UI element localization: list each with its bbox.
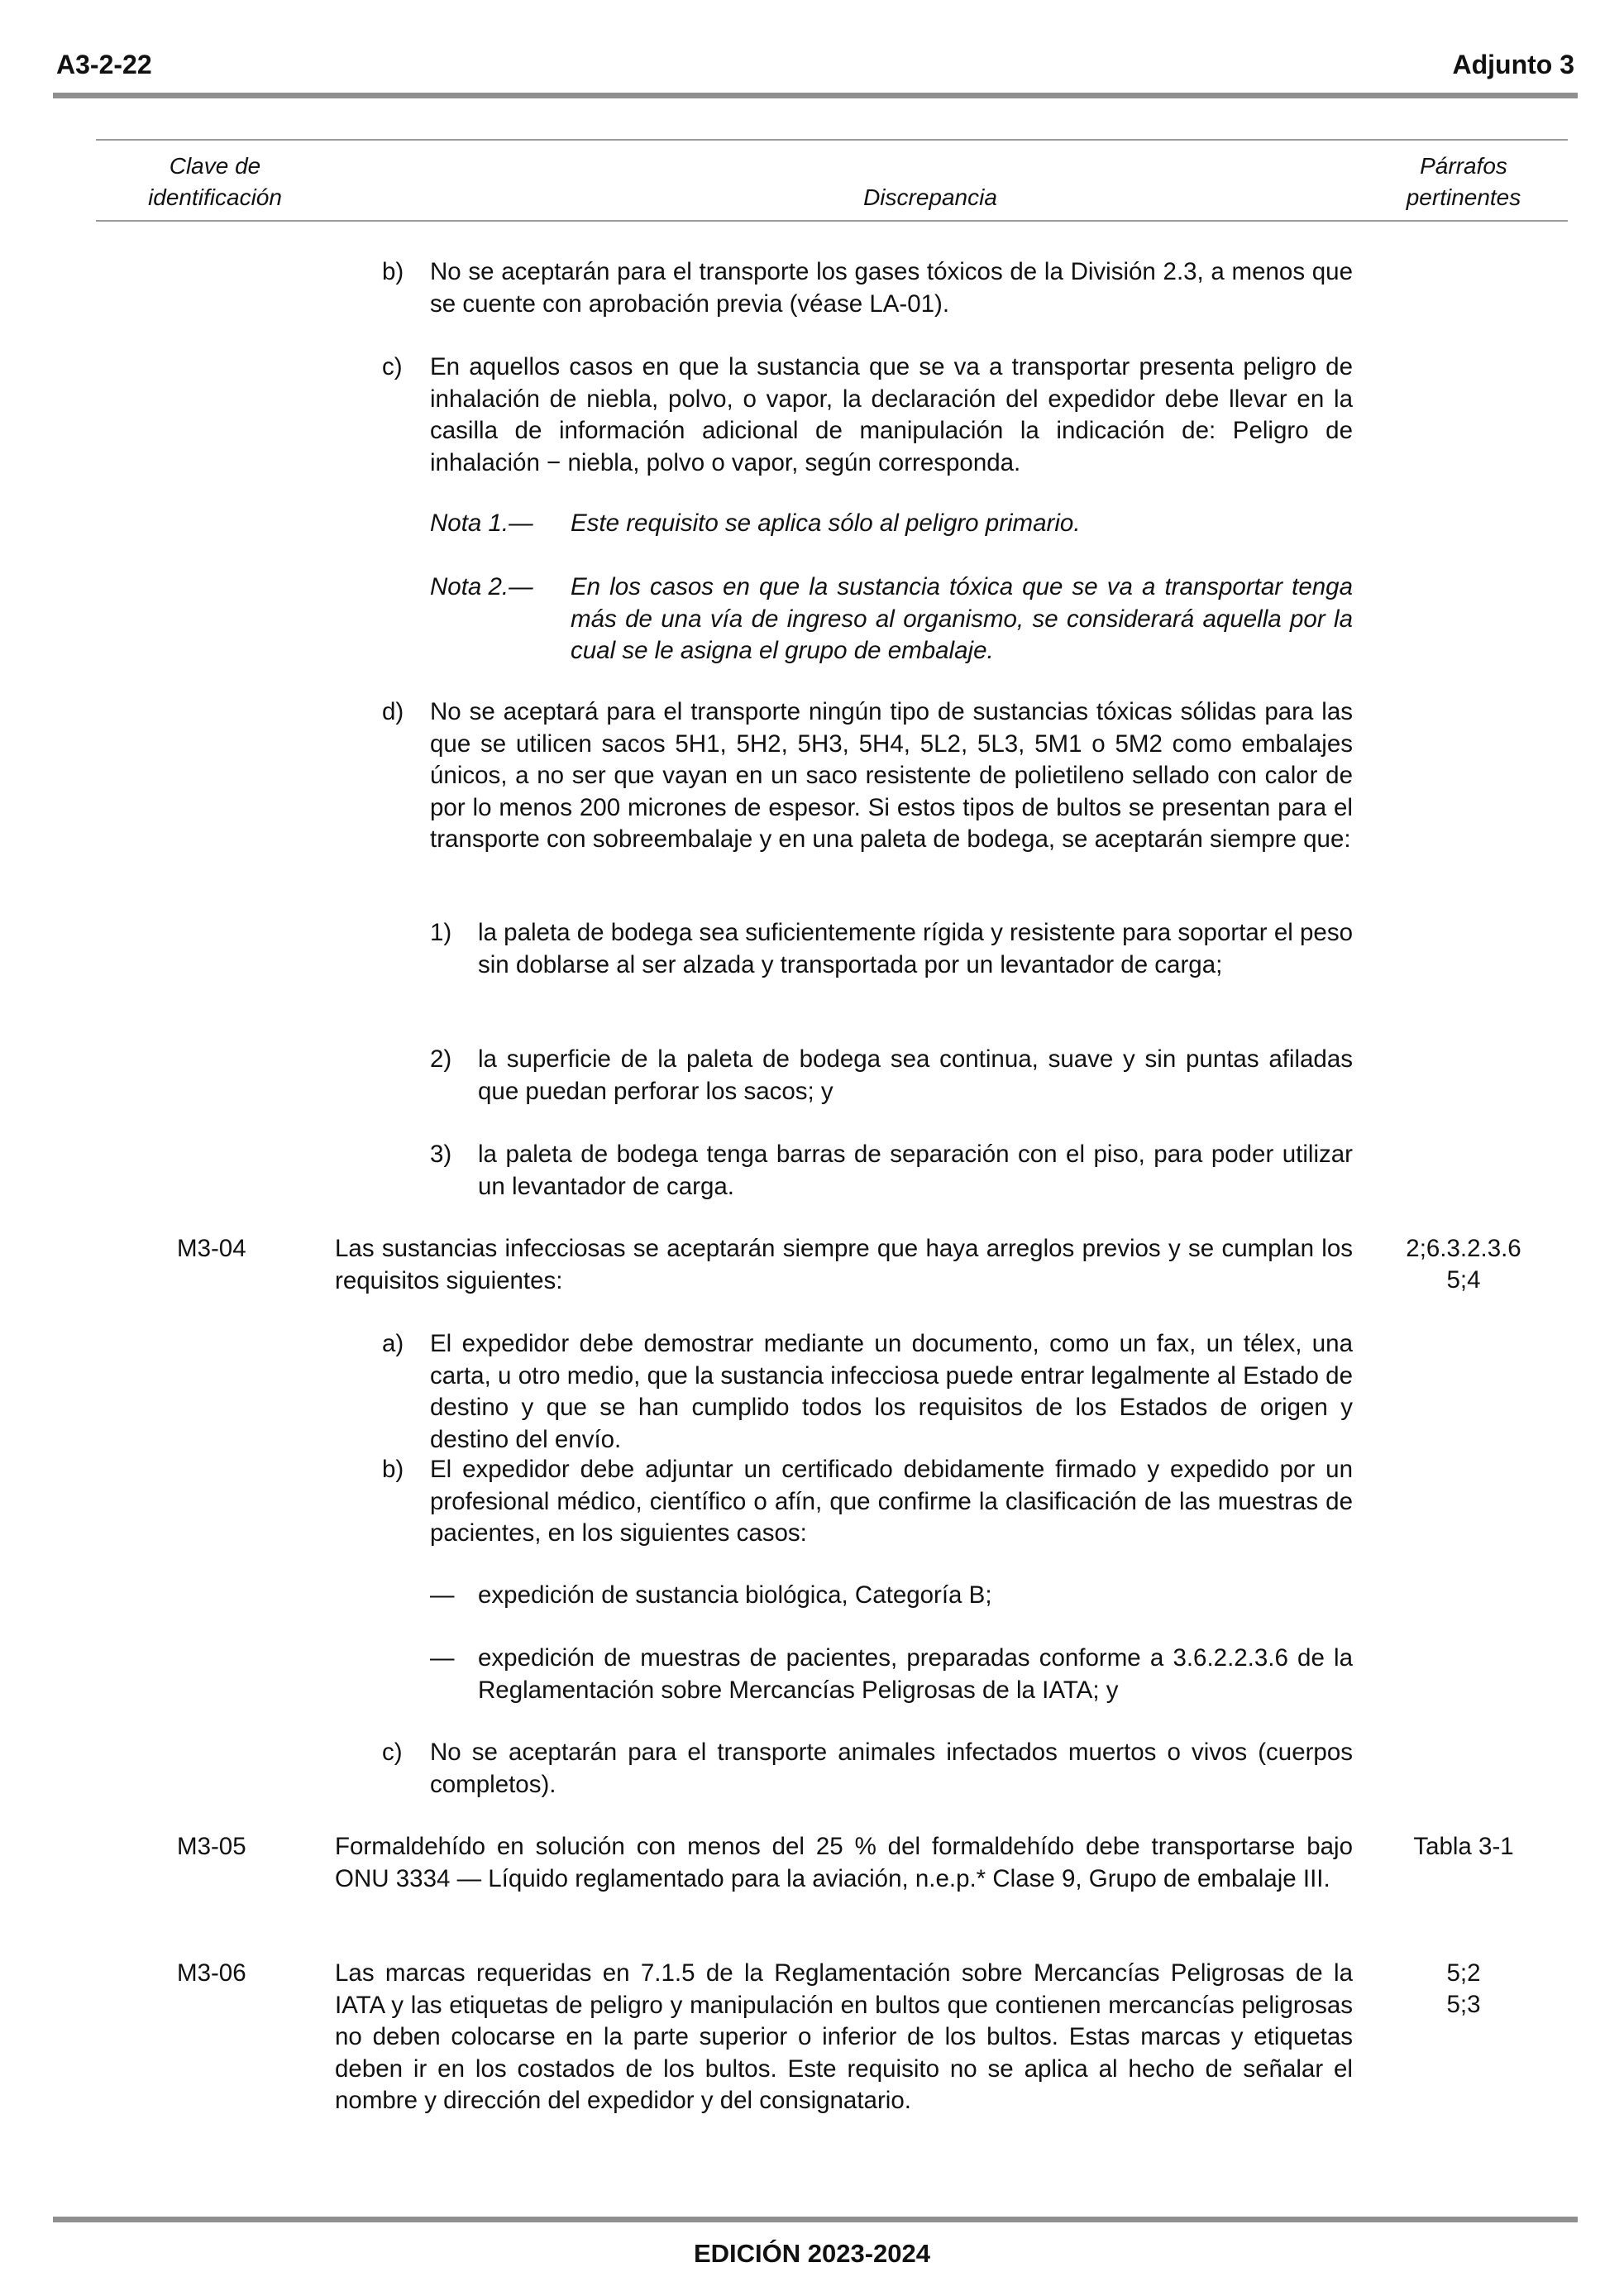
- entry-paragraph-ref: 5;4: [1446, 1266, 1481, 1294]
- entry-paragraph-ref: 2;6.3.2.3.6: [1406, 1235, 1521, 1262]
- page-number: A3-2-22: [56, 50, 152, 79]
- item-label: b): [382, 1456, 404, 1483]
- item-text: No se aceptará para el transporte ningún tipo de sustancias tóxicas sólidas para las que se utilicen sacos 5H1, 5H2, 5H3, 5H4, 5L2, 5L3, 5M1 o 5M2 como embalajes únicos, a no ser que vayan en un saco resistente de polietileno sellado con calor de por lo menos 200 micrones de espesor. Si estos tipos de bultos se presentan para el transporte con sobreembalaje y en una paleta de bodega, se aceptarán siempre que:: [430, 698, 1353, 853]
- entry-paragraph-ref: 5;2: [1446, 1959, 1481, 1987]
- sub-item-label: 2): [430, 1045, 452, 1073]
- item-text: No se aceptarán para el transporte animales infectados muertos o vivos (cuerpos completos).: [430, 1739, 1353, 1798]
- header-rule: [53, 93, 1578, 98]
- edition-footer: EDICIÓN 2023-2024: [693, 2239, 931, 2268]
- dash-item-label: —: [430, 1644, 455, 1672]
- item-text: No se aceptarán para el transporte los gases tóxicos de la División 2.3, a menos que se cuente con aprobación previa (véase LA-01).: [430, 258, 1353, 318]
- entry-text: Formaldehído en solución con menos del 25 % del formaldehído debe transportarse bajo ONU 3334 — Líquido reglamentado para la aviación, n.e.p.* Clase 9, Grupo de embalaje III.: [335, 1833, 1353, 1892]
- entry-key: M3-06: [177, 1959, 246, 1987]
- item-label: c): [382, 1739, 403, 1766]
- note-text: Este requisito se aplica sólo al peligro primario.: [571, 509, 1081, 537]
- sub-item-text: la paleta de bodega tenga barras de separación con el piso, para poder utilizar un levantador de carga.: [478, 1141, 1353, 1200]
- sub-item-label: 3): [430, 1141, 452, 1168]
- attachment-title: Adjunto 3: [1452, 50, 1574, 79]
- item-label: a): [382, 1330, 404, 1357]
- item-text: En aquellos casos en que la sustancia que se va a transportar presenta peligro de inhalación de niebla, polvo, o vapor, la declaración del expedidor debe llevar en la casilla de información adicional de manipulación la indicación de: Peligro de inhalación − niebla, polvo o vapor, según corresponda.: [430, 353, 1353, 476]
- note-label: Nota 2.—: [430, 573, 533, 600]
- table-header-rule: [96, 220, 1568, 222]
- entry-key: M3-04: [177, 1235, 246, 1262]
- item-label: d): [382, 698, 404, 725]
- note-text: En los casos en que la sustancia tóxica que se va a transportar tenga más de una vía de ingreso al organismo, se considerará aquella por la cual se le asigna el grupo de embalaje.: [571, 573, 1353, 664]
- item-label: b): [382, 258, 404, 285]
- paragraphs-column-heading: Párrafos pertinentes: [1406, 153, 1521, 210]
- sub-item-label: 1): [430, 919, 452, 946]
- entry-paragraph-ref: 5;3: [1446, 1991, 1481, 2018]
- sub-item-text: la superficie de la paleta de bodega sea continua, suave y sin puntas afiladas que puedan perforar los sacos; y: [478, 1045, 1353, 1105]
- entry-paragraph-ref: Tabla 3-1: [1413, 1833, 1514, 1860]
- entry-key: M3-05: [177, 1833, 246, 1860]
- entry-text: Las marcas requeridas en 7.1.5 de la Reglamentación sobre Mercancías Peligrosas de la IATA y las etiquetas de peligro y manipulación en bultos que contienen mercancías peligrosas no deben colocarse en la parte superior o inferior de los bultos. Estas marcas y etiquetas deben ir en los costados de los bultos. Este requisito no se aplica al hecho de señalar el nombre y dirección del expedidor y del consignatario.: [335, 1959, 1353, 2114]
- item-label: c): [382, 353, 403, 380]
- dash-item-label: —: [430, 1581, 455, 1609]
- dash-item-text: expedición de sustancia biológica, Categoría B;: [478, 1581, 992, 1609]
- footer-rule: [53, 2217, 1578, 2222]
- sub-item-text: la paleta de bodega sea suficientemente rígida y resistente para soportar el peso sin doblarse al ser alzada y transportada por un levantador de carga;: [478, 919, 1353, 978]
- key-column-heading: Clave de identificación: [148, 153, 282, 210]
- entry-text: Las sustancias infecciosas se aceptarán siempre que haya arreglos previos y se cumplan los requisitos siguientes:: [335, 1235, 1353, 1294]
- item-text: El expedidor debe demostrar mediante un documento, como un fax, un télex, una carta, u otro medio, que la sustancia infecciosa puede entrar legalmente al Estado de destino y que se han cumplido todos los requisitos de los Estados de origen y destino del envío.: [430, 1330, 1353, 1453]
- item-text: El expedidor debe adjuntar un certificado debidamente firmado y expedido por un profesional médico, científico o afín, que confirme la clasificación de las muestras de pacientes, en los siguientes casos:: [430, 1456, 1353, 1547]
- discrepancy-column-heading: Discrepancia: [863, 184, 997, 210]
- table-top-rule: [96, 139, 1568, 141]
- note-label: Nota 1.—: [430, 509, 533, 537]
- dash-item-text: expedición de muestras de pacientes, preparadas conforme a 3.6.2.2.3.6 de la Reglamentación sobre Mercancías Peligrosas de la IATA; y: [478, 1644, 1353, 1704]
